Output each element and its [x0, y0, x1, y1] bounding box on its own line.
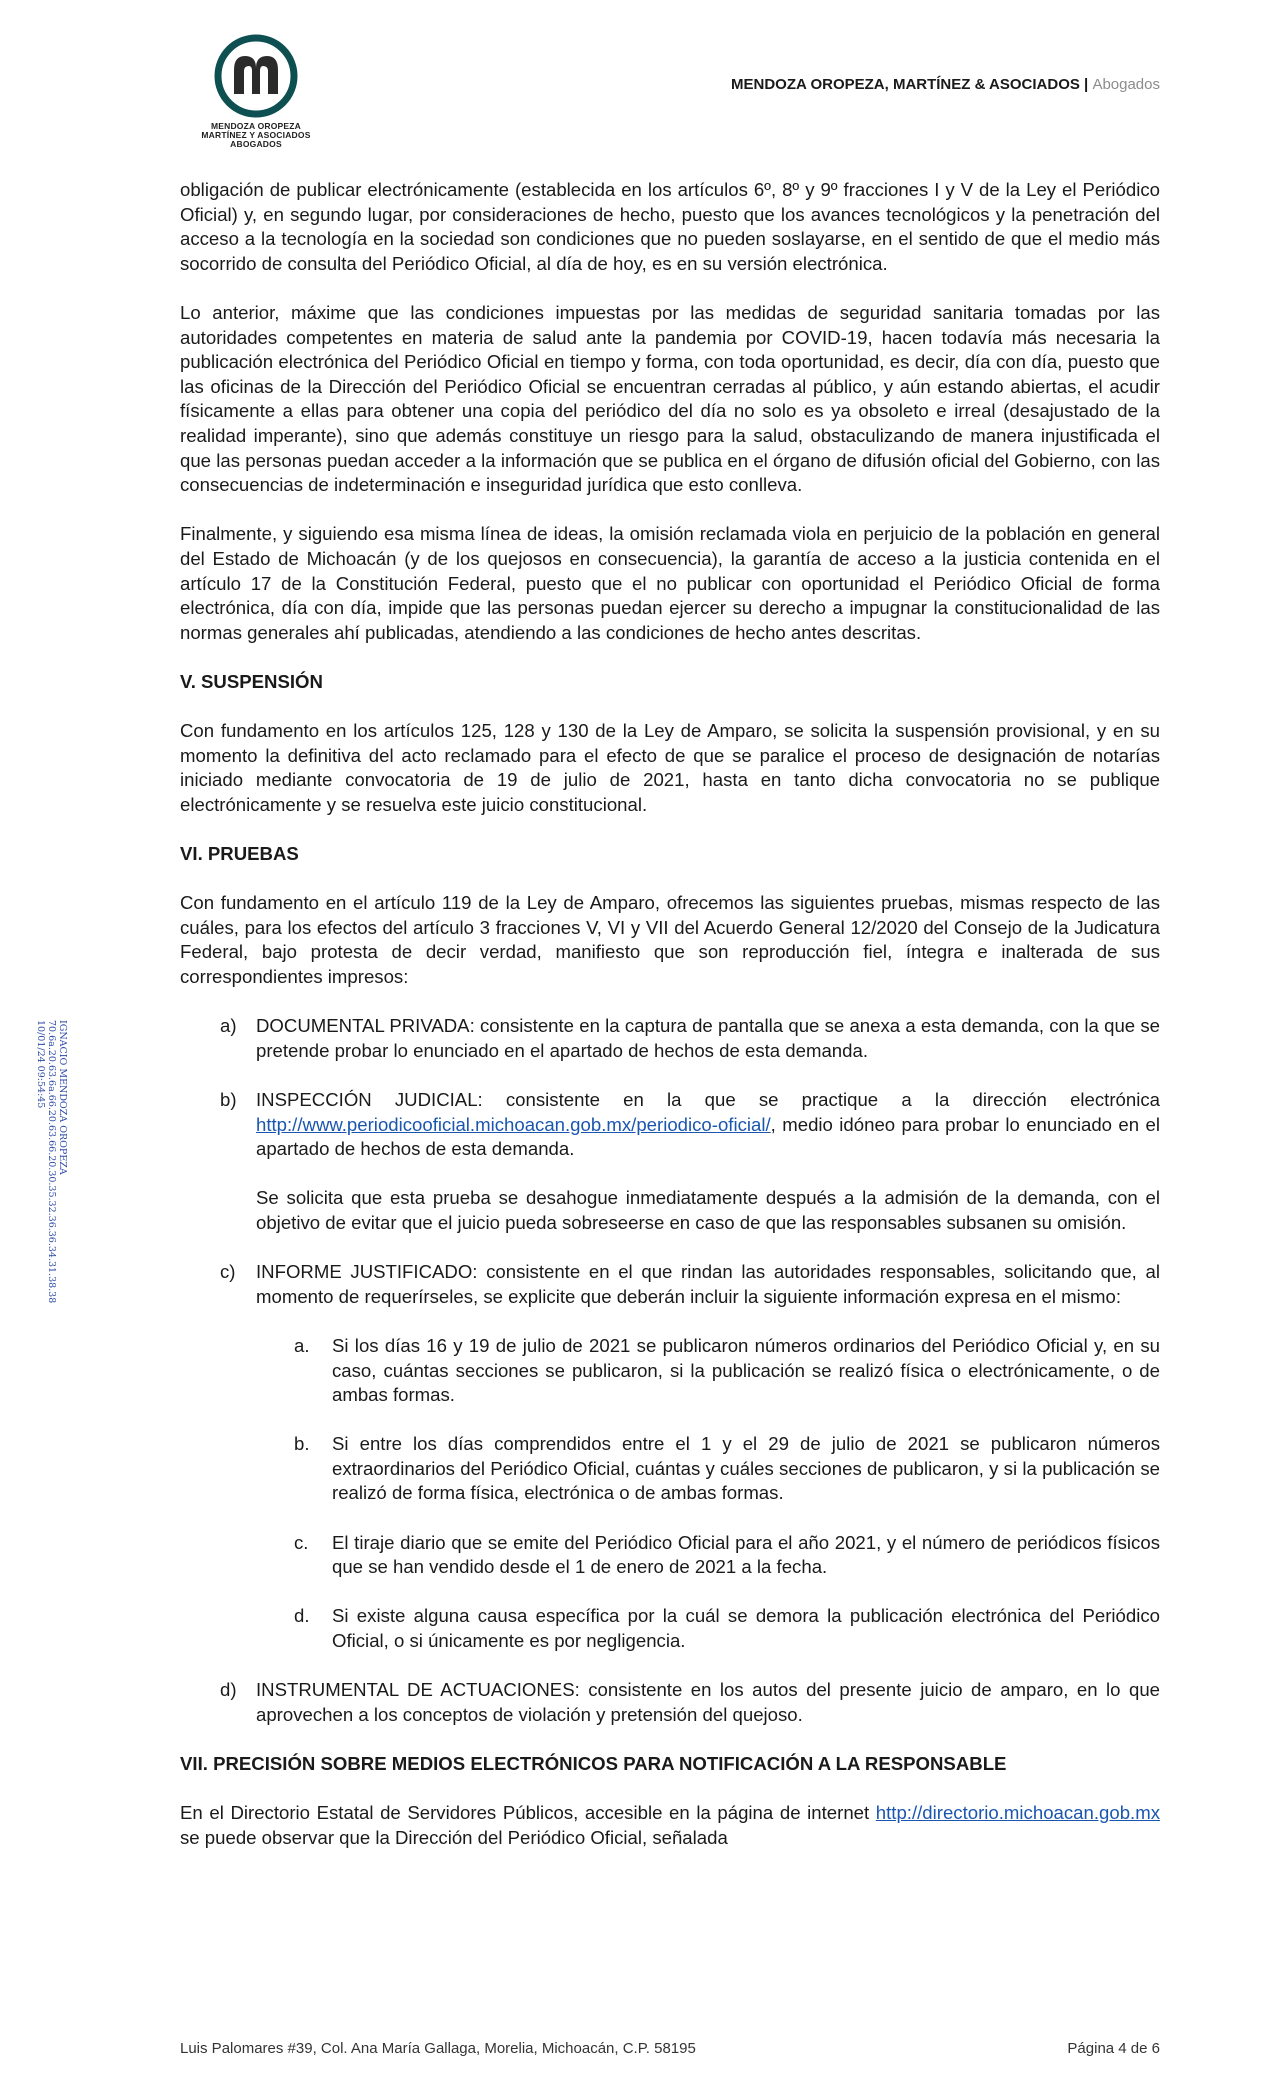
page-number: Página 4 de 6 [1067, 2040, 1160, 2057]
sub-list-marker: a. [294, 1334, 310, 1356]
paragraph-text-part: En el Directorio Estatal de Servidores Públicos, accesible en la página de internet [180, 1802, 876, 1824]
paragraph [180, 1801, 1160, 1850]
list-item-text: DOCUMENTAL PRIVADA: consistente en la captura de pantalla que se anexa a esta demanda, con la que se pretende probar lo enunciado en el apartado de hechos de esta demanda. [256, 1015, 1160, 1061]
sub-list-item [256, 1604, 1160, 1653]
firm-logo-mark-icon [214, 34, 298, 118]
sub-list-item-text: Si los días 16 y 19 de julio de 2021 se publicaron números ordinarios del Periódico Oficial y, en su caso, cuántas secciones se publicaron, si la publicación se realizó física o electrónicamente, o de ambas formas. [332, 1334, 1160, 1406]
directorio-link[interactable]: http://directorio.michoacan.gob.mx [875, 1802, 1160, 1824]
list-item [180, 1260, 1160, 1654]
sub-list-marker: d. [294, 1605, 310, 1627]
firm-logo [200, 34, 312, 149]
firm-type: Abogados [1092, 76, 1160, 93]
sub-list-item [256, 1334, 1160, 1408]
sub-list-item-text: Si existe alguna causa específica por la cuál se demora la publicación electrónica del Periódico Oficial, o si únicamente es por negligencia. [332, 1605, 1160, 1652]
list-item [180, 1678, 1160, 1727]
firm-name: MENDOZA OROPEZA, MARTÍNEZ & ASOCIADOS [731, 76, 1080, 93]
section-heading-pruebas: VI. PRUEBAS [180, 843, 299, 865]
paragraph: obligación de publicar electrónicamente (establecida en los artículos 6º, 8º y 9º fracciones I y V de la Ley el Periódico Oficial) y, en segundo lugar, por consideraciones de hecho, puesto que los avances tecnológicos y la penetración del acceso a la tecnología en la sociedad son condiciones que no pueden soslayarse, en el sentido de que el medio más socorrido de consulta del Periódico Oficial, al día de hoy, es en su versión electrónica. [180, 179, 1160, 274]
paragraph: Con fundamento en los artículos 125, 128 y 130 de la Ley de Amparo, se solicita la suspensión provisional, y en su momento la definitiva del acto reclamado para el efecto de que se paralice el proceso de designación de notarías iniciado mediante convocatoria de 19 de julio de 2021, hasta en tanto dicha convocatoria no se publique electrónicamente y se resuelva este juicio constitucional. [180, 720, 1160, 815]
paragraph: Finalmente, y siguiendo esa misma línea de ideas, la omisión reclamada viola en perjuicio de la población en general del Estado de Michoacán (y de los quejosos en consecuencia), la garantía de acceso a la justicia contenida en el artículo 17 de la Constitución Federal, puesto que el no publicar con oportunidad el Periódico Oficial de forma electrónica, día con día, impide que las personas puedan ejercer su derecho a impugnar la constitucionalidad de las normas generales ahí publicadas, atendiendo a las condiciones de hecho antes descritas. [180, 523, 1160, 643]
list-item-text: INSTRUMENTAL DE ACTUACIONES: consistente en los autos del presente juicio de amparo, en lo que aprovechen a los conceptos de violación y pretensión del quejoso. [256, 1679, 1160, 1725]
section-heading-medios-electronicos: VII. PRECISIÓN SOBRE MEDIOS ELECTRÓNICOS PARA NOTIFICACIÓN A LA RESPONSABLE [180, 1753, 1007, 1774]
sub-list-marker: b. [294, 1433, 310, 1455]
list-item-text-part: , medio idóneo para probar lo enunciado en el apartado de hechos de esta demanda. [256, 1113, 1160, 1160]
signature-name: IGNACIO MENDOZA OROPEZA [57, 1020, 68, 1175]
section-heading-suspension: V. SUSPENSIÓN [180, 670, 323, 692]
document-body [180, 178, 1160, 1875]
page-footer [180, 2040, 1160, 2057]
logo-text [200, 122, 312, 149]
list-marker: c) [220, 1261, 236, 1283]
paragraph: Lo anterior, máxime que las condiciones impuestas por las medidas de seguridad sanitaria tomadas por las autoridades competentes en materia de salud ante la pandemia por COVID-19, hacen todavía más necesaria la publicación electrónica del Periódico Oficial en tiempo y forma, con toda oportunidad, es decir, día con día, puesto que las oficinas de la Dirección del Periódico Oficial se encuentran cerradas al público, y aún estando abiertas, el acudir físicamente a ellas para obtener una copia del periódico del día no solo es ya obsoleto e irreal (desajustado de la realidad imperante), sino que además constituye un riesgo para la salud, obstaculizando de manera injustificada el que las personas puedan acceder a la información que se publica en el órgano de difusión oficial del Gobierno, con las consecuencias de indeterminación e inseguridad jurídica que esto conlleva. [180, 301, 1160, 496]
list-item-text: INFORME JUSTIFICADO: consistente en el que rindan las autoridades responsables, solicitando que, al momento de requerírseles, se explicite que deberán incluir la siguiente información expresa en el mismo: [256, 1261, 1160, 1307]
logo-line-2: MARTÍNEZ Y ASOCIADOS [201, 130, 311, 140]
list-marker: d) [220, 1679, 237, 1701]
evidence-list [180, 1014, 1160, 1727]
electronic-signature [28, 1020, 68, 1400]
periodico-oficial-link[interactable]: http://www.periodicooficial.michoacan.gob.mx/periodico-oficial/ [256, 1113, 771, 1135]
footer-address: Luis Palomares #39, Col. Ana María Gallaga, Morelia, Michoacán, C.P. 58195 [180, 2040, 696, 2057]
header-separator: | [1079, 76, 1093, 93]
signature-date: 10/01/24 09:54:45 [35, 1020, 46, 1109]
logo-line-1: MENDOZA OROPEZA [210, 121, 302, 131]
list-item-text-part: INSPECCIÓN JUDICIAL: consistente en la que se practique a la dirección electrónica [256, 1088, 1160, 1110]
signature-hash: 70.6a.20.63.6a.66.20.63.66.20.30.35.32.36.36.34.31.38.38 [46, 1020, 57, 1304]
sub-list-item-text: Si entre los días comprendidos entre el 1 y el 29 de julio de 2021 se publicaron números extraordinarios del Periódico Oficial, cuántas y cuáles secciones de publicaron, y si la publicación se realizó de forma física, electrónica o de ambas formas. [332, 1433, 1160, 1504]
list-item [180, 1088, 1160, 1236]
logo-line-3: ABOGADOS [230, 139, 282, 149]
paragraph: Con fundamento en el artículo 119 de la Ley de Amparo, ofrecemos las siguientes pruebas, mismas respecto de las cuáles, para los efectos del artículo 3 fracciones V, VI y VII del Acuerdo General 12/2020 del Consejo de la Judicatura Federal, bajo protesta de decir verdad, manifiesto que son reproducción fiel, íntegra e inalterada de sus correspondientes impresos: [180, 892, 1160, 987]
firm-header [731, 76, 1160, 93]
sub-list [256, 1334, 1160, 1654]
sub-list-item [256, 1531, 1160, 1580]
list-marker: a) [220, 1015, 237, 1037]
paragraph-text-part: se puede observar que la Dirección del Periódico Oficial, señalada [180, 1826, 728, 1848]
sub-list-marker: c. [294, 1531, 309, 1553]
list-marker: b) [220, 1088, 237, 1110]
list-item-text [256, 1088, 1160, 1162]
sub-list-item-text: El tiraje diario que se emite del Periódico Oficial para el año 2021, y el número de periódicos físicos que se han vendido desde el 1 de enero de 2021 a la fecha. [332, 1531, 1160, 1578]
list-item-text: Se solicita que esta prueba se desahogue inmediatamente después a la admisión de la demanda, con el objetivo de evitar que el juicio pueda sobreseerse en caso de que las responsables subsanen su omisión. [256, 1187, 1160, 1233]
sub-list-item [256, 1432, 1160, 1506]
list-item [180, 1014, 1160, 1063]
